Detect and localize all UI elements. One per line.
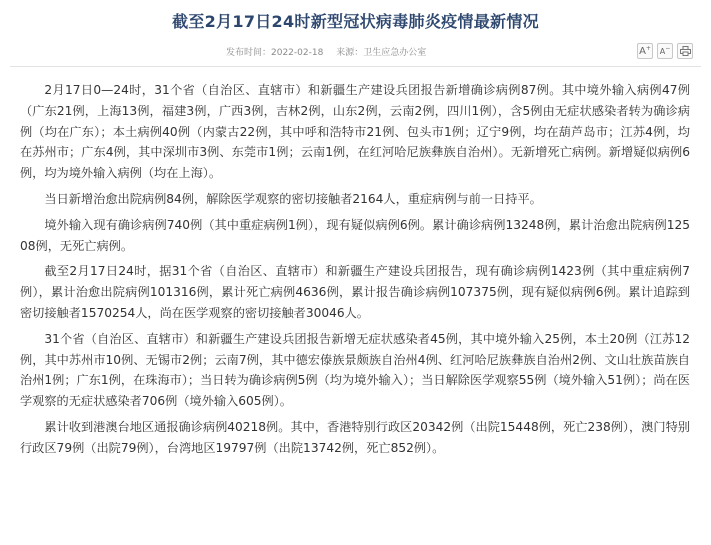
font-smaller-label: A [659,46,666,56]
article-tools [637,43,693,59]
font-smaller-button[interactable] [657,43,673,59]
paragraph: 当日新增治愈出院病例84例，解除医学观察的密切接触者2164人，重症病例与前一日持平。 [44,191,542,206]
title-divider [10,66,701,67]
article-body [20,80,690,464]
font-larger-label: A [639,45,646,57]
paragraph: 境外输入现有确诊病例740例（其中重症病例1例），现有疑似病例6例。累计确诊病例13248例，累计治愈出院病例12508例，无死亡病例。 [20,217,690,253]
printer-icon [680,46,691,56]
publish-time: 发布时间：2022-02-18 [226,48,324,58]
paragraph: 截至2月17日24时，据31个省（自治区、直辖市）和新疆生产建设兵团报告，现有确诊病例1423例（其中重症病例7例），累计治愈出院病例101316例，累计死亡病例4636例，累计报告确诊病例107375例，现有疑似病例6例。累计追踪到密切接触者1570254人，尚在医学观察的密切接触者30046人。 [20,264,690,320]
paragraph: 2月17日0—24时，31个省（自治区、直辖市）和新疆生产建设兵团报告新增确诊病例87例。其中境外输入病例47例（广东21例，上海13例，福建3例，广西3例，吉林2例，山东2例，云南2例，四川1例），含5例由无症状感染者转为确诊病例（均在广东）；本土病例40例（内蒙古22例，其中呼和浩特市21例、包头市1例；辽宁9例，均在葫芦岛市；江苏4例，均在苏州市；广东4例，其中深圳市3例、东莞市1例；云南1例，在红河哈尼族彝族自治州）。无新增死亡病例。新增疑似病例6例，均为境外输入病例（均在上海）。 [20,83,690,181]
paragraph: 31个省（自治区、直辖市）和新疆生产建设兵团报告新增无症状感染者45例，其中境外输入25例，本土20例（江苏12例，其中苏州市10例、无锡市2例；云南7例，其中德宏傣族景颇族自治州4例、红河哈尼族彝族自治州2例、文山壮族苗族自治州1例；广东1例，在珠海市）；当日转为确诊病例5例（均为境外输入）；当日解除医学观察55例（境外输入51例）；尚在医学观察的无症状感染者706例（境外输入605例）。 [20,331,690,409]
print-button[interactable] [677,43,693,59]
paragraph: 累计收到港澳台地区通报确诊病例40218例。其中，香港特别行政区20342例（出院15448例，死亡238例），澳门特别行政区79例（出院79例），台湾地区19797例（出院13742例，死亡852例）。 [20,419,690,455]
font-larger-button[interactable] [637,43,653,59]
source: 来源：卫生应急办公室 [336,48,427,58]
minus-icon: − [665,45,671,52]
article-title: 截至2月17日24时新型冠状病毒肺炎疫情最新情况 [172,12,539,31]
article-meta [226,45,436,58]
plus-icon: + [645,45,651,52]
